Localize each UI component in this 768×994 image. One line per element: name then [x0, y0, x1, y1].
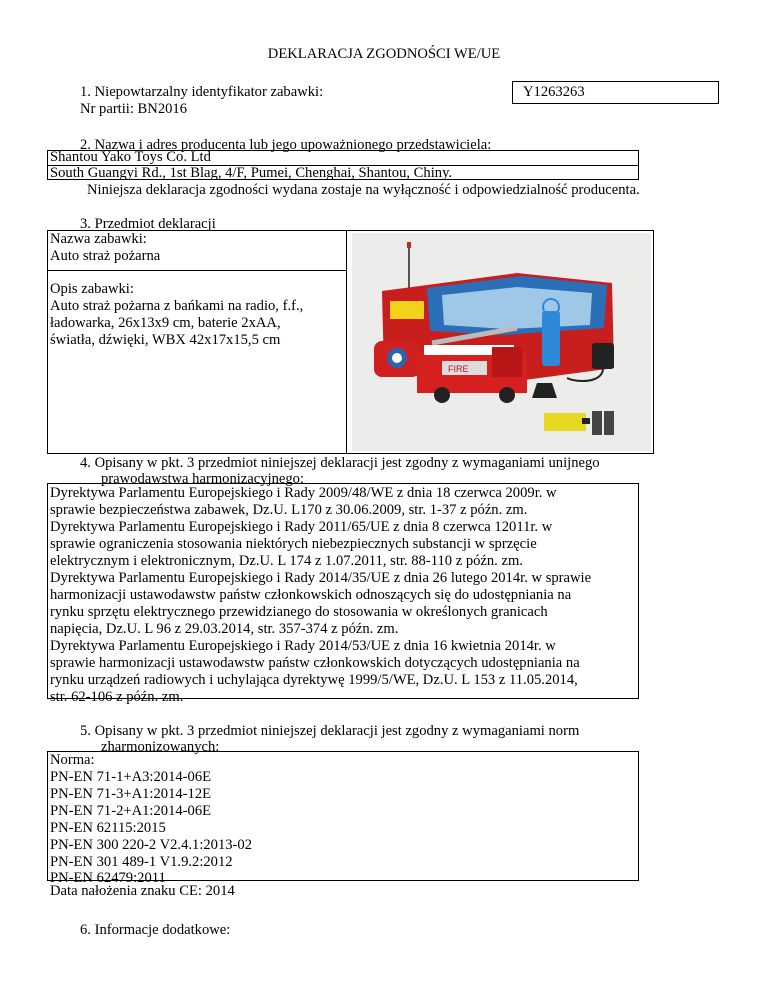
- norm-item: PN-EN 301 489-1 V1.9.2:2012: [50, 854, 233, 870]
- norm-item: PN-EN 71-1+A3:2014-06E: [50, 769, 212, 785]
- toy-description-line: Auto straż pożarna z bańkami na radio, f.f.,: [50, 298, 304, 314]
- toy-description-line: ładowarka, 26x13x9 cm, baterie 2xAA,: [50, 315, 281, 331]
- directive-line: Dyrektywa Parlamentu Europejskiego i Rady 2011/65/UE z dnia 8 czerwca 12011r. w: [50, 519, 553, 535]
- toy-description-label: Opis zabawki:: [50, 281, 134, 297]
- directive-line: sprawie ograniczenia stosowania niektórych niebezpiecznych substancji w sprzęcie: [50, 536, 537, 552]
- directive-line: Dyrektywa Parlamentu Europejskiego i Rady 2014/35/UE z dnia 26 lutego 2014r. w sprawie: [50, 570, 592, 586]
- identifier-box: [512, 81, 719, 104]
- directive-line: harmonizacji ustawodawstw państw członkowskich odnoszących się do udostępniania na: [50, 587, 572, 603]
- section-4-heading: 4. Opisany w pkt. 3 przedmiot niniejszej deklaracji jest zgodny z wymaganiami unijnego: [80, 455, 600, 471]
- producer-name: Shantou Yako Toys Co. Ltd: [50, 149, 211, 165]
- document-title: DEKLARACJA ZGODNOŚCI WE/UE: [267, 46, 501, 62]
- norm-item: PN-EN 71-3+A1:2014-12E: [50, 786, 212, 802]
- directive-line: elektrycznym i elektronicznym, Dz.U. L 174 z 1.07.2011, str. 88-110 z późn. zm.: [50, 553, 523, 569]
- norm-item: PN-EN 300 220-2 V2.4.1:2013-02: [50, 837, 253, 853]
- section-5-heading: 5. Opisany w pkt. 3 przedmiot niniejszej deklaracji jest zgodny z wymaganiami norm: [80, 723, 580, 739]
- section-5-heading-cont: zharmonizowanych:: [101, 739, 220, 755]
- producer-note: Niniejsza deklaracja zgodności wydana zostaje na wyłączność i odpowiedzialność producenta.: [87, 182, 640, 198]
- toy-name-label: Nazwa zabawki:: [50, 231, 147, 247]
- directive-line: napięcia, Dz.U. L 96 z 29.03.2014, str. 357-374 z późn. zm.: [50, 621, 399, 637]
- directive-line: rynku urządzeń radiowych i uchylająca dyrektywę 1999/5/WE, Dz.U. L 153 z 11.05.2014,: [50, 672, 578, 688]
- section-6-heading: 6. Informacje dodatkowe:: [80, 922, 231, 938]
- directive-line: Dyrektywa Parlamentu Europejskiego i Rady 2014/53/UE z dnia 16 kwietnia 2014r. w: [50, 638, 556, 654]
- producer-address: South Guangyi Rd., 1st Blag, 4/F, Pumei, Chenghai, Shantou, Chiny.: [50, 165, 453, 181]
- norms-label: Norma:: [50, 752, 95, 768]
- section-4-heading-cont: prawodawstwa harmonizacyjnego:: [101, 471, 305, 487]
- norm-item: PN-EN 62479:2011: [50, 870, 166, 886]
- batch-number: Nr partii: BN2016: [80, 101, 188, 117]
- subject-column-divider: [346, 230, 347, 454]
- directive-line: rynku sprzętu elektrycznego przewidzianego do stosowania w określonych granicach: [50, 604, 548, 620]
- norm-item: PN-EN 62115:2015: [50, 820, 166, 836]
- toy-description-line: światła, dźwięki, WBX 42x17x15,5 cm: [50, 332, 281, 348]
- identifier-value: Y1263263: [523, 84, 585, 100]
- directive-line: sprawie harmonizacji ustawodawstw państw członkowskich dotyczących udostępniania na: [50, 655, 580, 671]
- product-photo: [352, 233, 651, 451]
- subject-row-divider: [47, 270, 347, 271]
- norm-item: PN-EN 71-2+A1:2014-06E: [50, 803, 212, 819]
- section-3-heading: 3. Przedmiot deklaracji: [80, 216, 216, 232]
- section-1-heading: 1. Niepowtarzalny identyfikator zabawki:: [80, 84, 324, 100]
- ce-mark-date: Data nałożenia znaku CE: 2014: [50, 883, 235, 899]
- toy-name-value: Auto straż pożarna: [50, 248, 161, 264]
- directive-line: sprawie bezpieczeństwa zabawek, Dz.U. L170 z 30.06.2009, str. 1-37 z późn. zm.: [50, 502, 528, 518]
- truck-label: FIRE: [448, 364, 469, 374]
- directive-line: str. 62-106 z późn. zm.: [50, 689, 184, 705]
- section-2-heading: 2. Nazwa i adres producenta lub jego upoważnionego przedstawiciela:: [80, 137, 492, 153]
- directive-line: Dyrektywa Parlamentu Europejskiego i Rady 2009/48/WE z dnia 18 czerwca 2009r. w: [50, 485, 557, 501]
